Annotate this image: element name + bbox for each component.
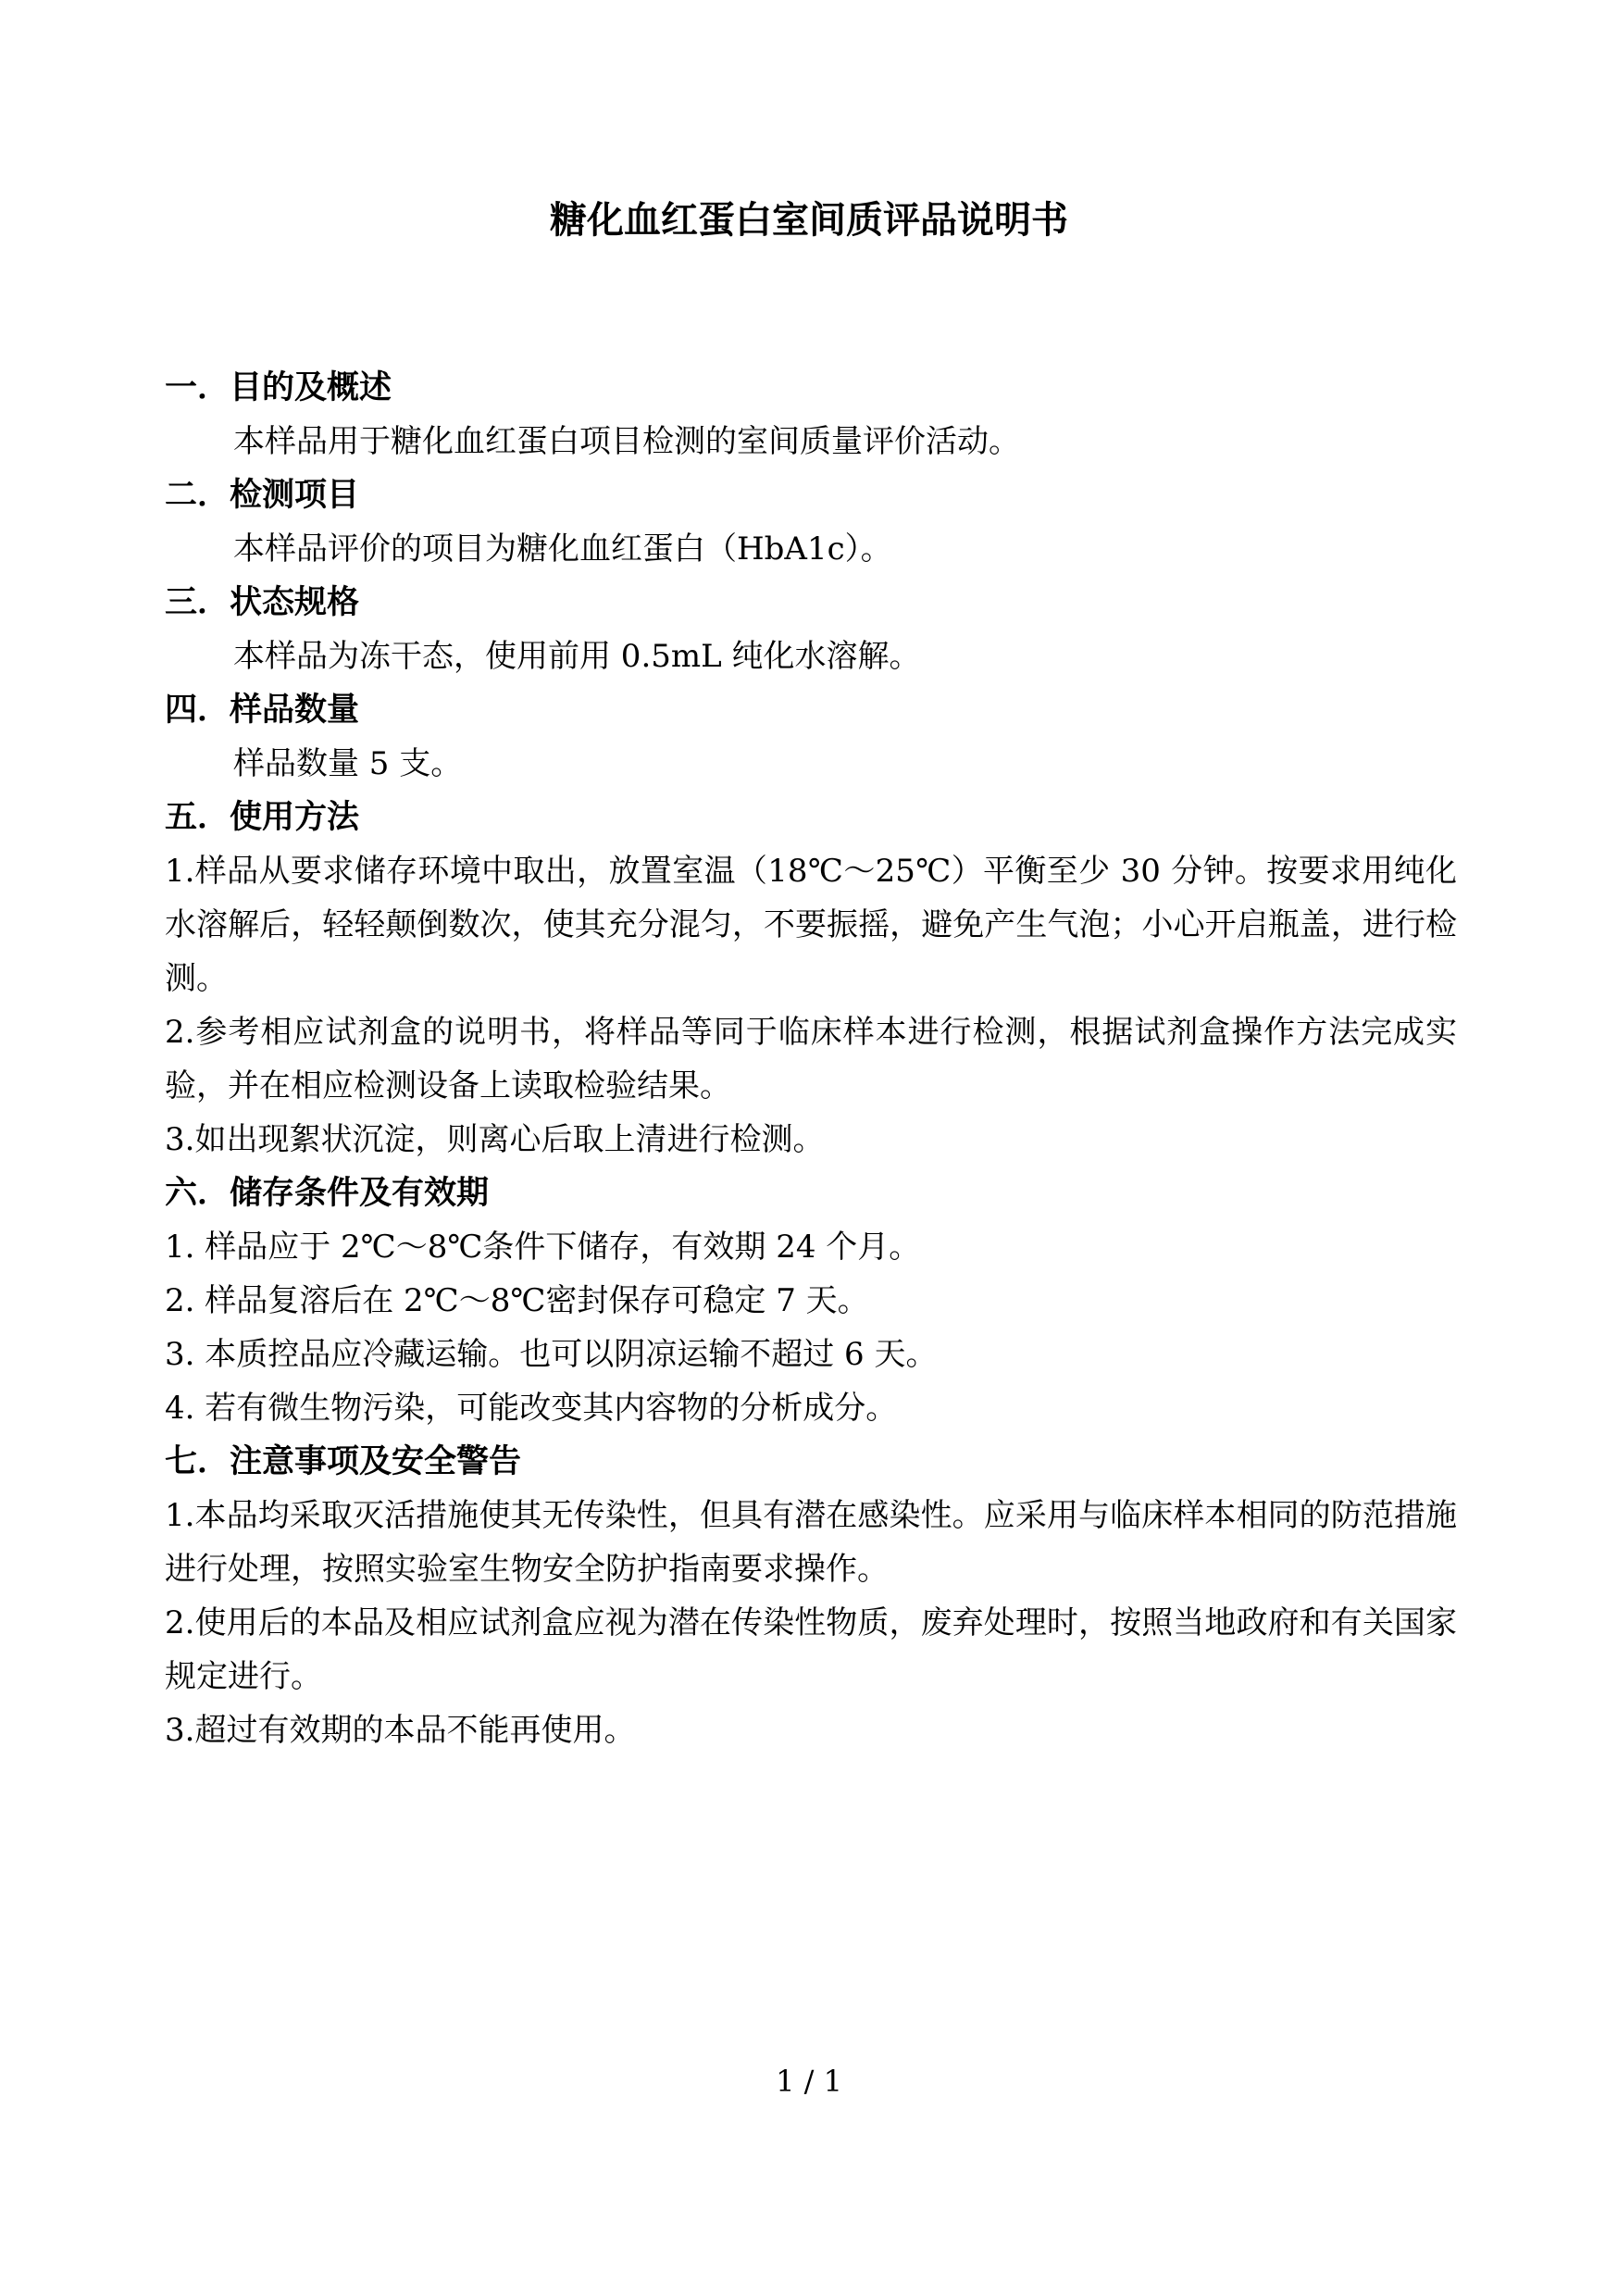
- paragraph: 1.样品从要求储存环境中取出，放置室温（18℃～25℃）平衡至少 30 分钟。按要求用纯化水溶解后，轻轻颠倒数次，使其充分混匀，不要振摇，避免产生气泡；小心开启瓶盖，进行检测。: [165, 853, 1457, 997]
- section-storage: [165, 1167, 1457, 1435]
- paragraph: 2.参考相应试剂盒的说明书，将样品等同于临床样本进行检测，根据试剂盒操作方法完成实验，并在相应检测设备上读取检验结果。: [165, 1014, 1457, 1104]
- section-heading: 六．储存条件及有效期: [165, 1175, 490, 1212]
- section-text: 本样品为冻干态，使用前用 0.5mL 纯化水溶解。: [233, 638, 921, 675]
- section-text: 本样品评价的项目为糖化血红蛋白（HbA1c）。: [233, 530, 892, 568]
- list-item: 3. 本质控品应冷藏运输。也可以阴凉运输不超过 6 天。: [165, 1336, 938, 1373]
- paragraph: 1.本品均采取灭活措施使其无传染性，但具有潜在感染性。应采用与临床样本相同的防范措施进行处理，按照实验室生物安全防护指南要求操作。: [165, 1497, 1457, 1588]
- section-heading: 二．检测项目: [165, 477, 360, 514]
- section-text: 本样品用于糖化血红蛋白项目检测的室间质量评价活动。: [233, 423, 1020, 460]
- section-safety-warnings: [165, 1435, 1457, 1757]
- document-title: 糖化血红蛋白室间质评品说明书: [550, 199, 1068, 242]
- paragraph: 3.如出现絮状沉淀，则离心后取上清进行检测。: [165, 1121, 825, 1158]
- section-heading: 三．状态规格: [165, 584, 360, 621]
- section-purpose: [165, 361, 1457, 468]
- section-text: 样品数量 5 支。: [233, 745, 463, 782]
- paragraph: 2.使用后的本品及相应试剂盒应视为潜在传染性物质，废弃处理时，按照当地政府和有关国家规定进行。: [165, 1604, 1457, 1695]
- section-heading: 五．使用方法: [165, 799, 360, 836]
- list-item: 1. 样品应于 2℃～8℃条件下储存，有效期 24 个月。: [165, 1229, 921, 1266]
- page-number: 1 / 1: [776, 2064, 842, 2099]
- section-heading: 七．注意事项及安全警告: [165, 1443, 522, 1480]
- paragraph: 3.超过有效期的本品不能再使用。: [165, 1712, 636, 1749]
- document-body: [165, 361, 1457, 1757]
- list-item: 4. 若有微生物污染，可能改变其内容物的分析成分。: [165, 1390, 898, 1427]
- section-usage-method: [165, 791, 1457, 1167]
- section-heading: 四．样品数量: [165, 692, 360, 729]
- list-item: 2. 样品复溶后在 2℃～8℃密封保存可稳定 7 天。: [165, 1282, 869, 1319]
- section-state-spec: [165, 576, 1457, 683]
- section-sample-quantity: [165, 683, 1457, 791]
- section-heading: 一．目的及概述: [165, 369, 392, 406]
- section-test-item: [165, 468, 1457, 576]
